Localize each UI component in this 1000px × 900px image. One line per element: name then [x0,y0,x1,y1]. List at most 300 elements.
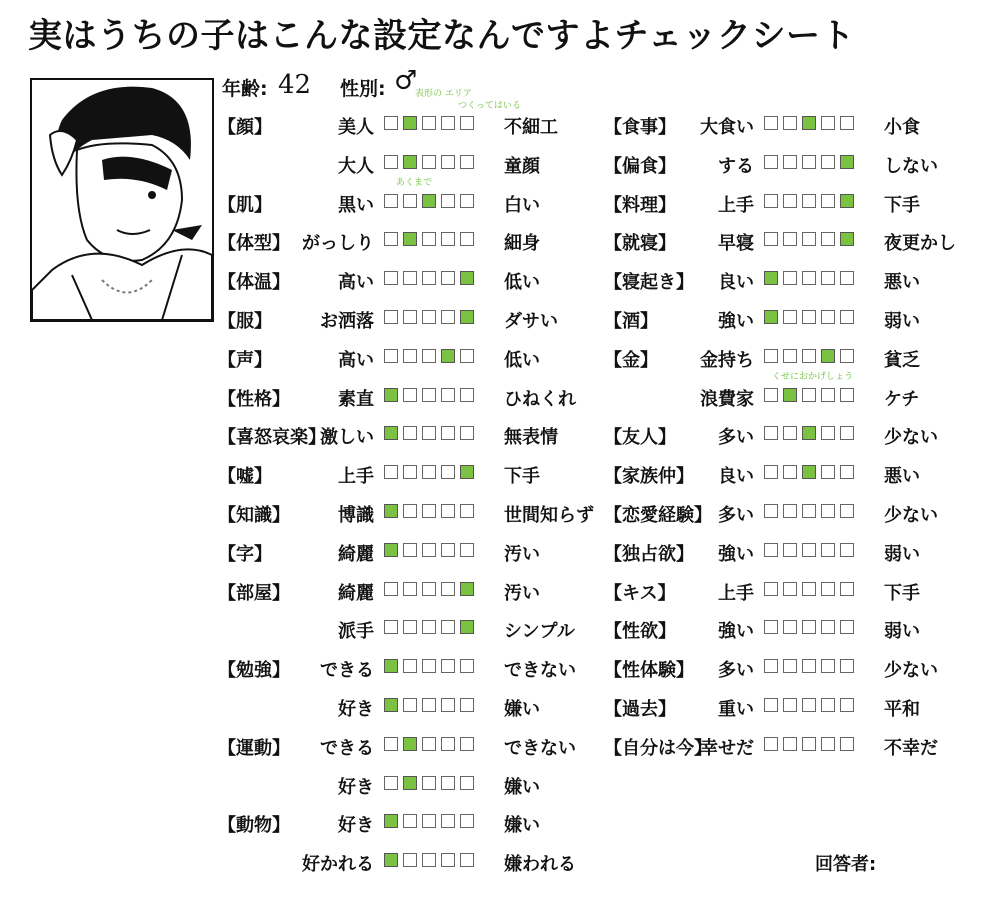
rating-box-checked[interactable] [764,271,778,285]
rating-box[interactable] [460,543,474,557]
rating-box[interactable] [422,388,436,402]
checklist-row [218,459,618,487]
rating-box[interactable] [384,232,398,246]
rating-box[interactable] [384,271,398,285]
rating-box[interactable] [403,814,417,828]
row-right-label: 下手 [884,582,920,604]
rating-box[interactable] [821,543,835,557]
rating-box[interactable] [840,543,854,557]
rating-box[interactable] [783,155,797,169]
rating-box[interactable] [460,504,474,518]
rating-box[interactable] [764,543,778,557]
row-right-label: 夜更かし [884,233,956,255]
row-left-label: する [718,155,754,177]
row-left-label: 黒い [338,194,374,216]
rating-box[interactable] [460,349,474,363]
rating-box[interactable] [403,582,417,596]
rating-box[interactable] [821,659,835,673]
rating-box[interactable] [384,620,398,634]
rating-box[interactable] [441,620,455,634]
rating-box[interactable] [422,620,436,634]
row-right-label: 貧乏 [884,349,920,371]
row-right-label: 弱い [884,543,920,565]
rating-box[interactable] [441,271,455,285]
rating-box[interactable] [460,698,474,712]
row-left-label: 博識 [338,505,374,526]
row-left-label: 綺麗 [338,582,374,604]
rating-box[interactable] [460,194,474,208]
row-left-label: お洒落 [320,311,374,332]
rating-box[interactable] [403,194,417,208]
checklist-row [604,653,1000,681]
rating-box[interactable] [783,543,797,557]
rating-box[interactable] [783,698,797,712]
row-category: 【勉強】 [218,660,290,682]
row-category: 【服】 [218,311,272,332]
rating-box[interactable] [764,155,778,169]
rating-box[interactable] [783,620,797,634]
rating-box-checked[interactable] [802,465,816,479]
rating-box-checked[interactable] [802,116,816,130]
rating-box[interactable] [441,310,455,324]
rating-box[interactable] [422,582,436,596]
rating-box[interactable] [821,271,835,285]
rating-box[interactable] [460,814,474,828]
row-right-label: 世間知らず [504,505,594,526]
rating-box[interactable] [802,155,816,169]
rating-box[interactable] [840,116,854,130]
sheet-title: 実はうちの子はこんな設定なんですよチェックシート [28,16,855,56]
row-category: 【金】 [604,349,658,371]
rating-box-checked[interactable] [460,620,474,634]
rating-box[interactable] [764,426,778,440]
checklist-row [218,614,618,642]
rating-box[interactable] [441,232,455,246]
rating-boxes [384,388,474,402]
rating-box-checked[interactable] [384,543,398,557]
checklist-row [604,343,1000,371]
rating-box[interactable] [384,737,398,751]
checklist-row [604,110,1000,138]
rating-box[interactable] [783,737,797,751]
rating-box[interactable] [821,116,835,130]
row-right-label: 少ない [884,660,938,682]
rating-box-checked[interactable] [821,349,835,363]
row-category: 【過去】 [604,699,676,720]
rating-box[interactable] [441,776,455,790]
rating-box[interactable] [441,698,455,712]
checklist-row [604,420,1000,448]
rating-boxes [384,232,474,246]
rating-box[interactable] [783,232,797,246]
rating-box-checked[interactable] [384,853,398,867]
rating-box[interactable] [802,543,816,557]
rating-box[interactable] [783,582,797,596]
rating-box[interactable] [384,194,398,208]
rating-boxes [384,155,474,169]
note-spender: くせにおかげしょう [772,372,854,382]
rating-box-checked[interactable] [384,698,398,712]
rating-box[interactable] [764,504,778,518]
rating-box[interactable] [802,194,816,208]
rating-box-checked[interactable] [403,155,417,169]
rating-boxes [384,194,474,208]
row-right-label: 汚い [504,543,540,565]
rating-box[interactable] [802,349,816,363]
rating-box[interactable] [441,116,455,130]
rating-box[interactable] [821,426,835,440]
rating-box[interactable] [460,388,474,402]
row-category: 【知識】 [218,505,290,526]
checklist-row [218,498,618,526]
rating-box[interactable] [441,853,455,867]
rating-box[interactable] [460,737,474,751]
row-right-label: できない [504,737,576,759]
rating-box[interactable] [802,232,816,246]
checklist-row [604,188,1000,216]
rating-boxes [384,814,474,828]
rating-box-checked[interactable] [403,737,417,751]
rating-boxes [764,659,854,673]
rating-box[interactable] [422,814,436,828]
rating-box[interactable] [821,194,835,208]
rating-box[interactable] [403,543,417,557]
row-left-label: 美人 [338,117,374,138]
rating-box[interactable] [422,465,436,479]
rating-box[interactable] [840,426,854,440]
row-left-label: 上手 [718,582,754,604]
row-right-label: 少ない [884,427,938,449]
rating-box[interactable] [783,310,797,324]
rating-box[interactable] [422,155,436,169]
rating-box[interactable] [403,310,417,324]
rating-box[interactable] [441,582,455,596]
row-right-label: 嫌い [504,699,540,720]
rating-box[interactable] [840,349,854,363]
rating-box[interactable] [384,582,398,596]
row-left-label: 激しい [320,427,374,449]
rating-box[interactable] [821,582,835,596]
checklist-row [218,226,618,254]
row-right-label: 小食 [884,117,920,138]
rating-box[interactable] [403,349,417,363]
rating-boxes [384,698,474,712]
rating-box[interactable] [821,620,835,634]
rating-box[interactable] [422,349,436,363]
checklist-row [604,304,1000,332]
row-left-label: 好かれる [302,854,374,876]
rating-box[interactable] [802,310,816,324]
rating-box[interactable] [840,659,854,673]
rating-box-checked[interactable] [384,388,398,402]
rating-box[interactable] [764,659,778,673]
rating-box[interactable] [384,155,398,169]
rating-box[interactable] [764,388,778,402]
rating-box[interactable] [403,620,417,634]
rating-box[interactable] [802,388,816,402]
rating-box[interactable] [422,232,436,246]
rating-box-checked[interactable] [783,388,797,402]
rating-box[interactable] [441,543,455,557]
rating-box[interactable] [783,426,797,440]
row-right-label: 平和 [884,699,920,720]
rating-box[interactable] [840,620,854,634]
row-left-label: 綺麗 [338,543,374,565]
rating-box[interactable] [821,155,835,169]
rating-box[interactable] [802,271,816,285]
row-left-label: 早寝 [718,233,754,255]
row-right-label: 不幸だ [884,737,938,759]
rating-box[interactable] [802,659,816,673]
row-right-label: 無表情 [504,427,558,449]
row-left-label: 多い [718,427,754,449]
rating-box[interactable] [783,194,797,208]
rating-box-checked[interactable] [422,194,436,208]
rating-box[interactable] [460,155,474,169]
row-category: 【家族仲】 [604,466,694,488]
row-right-label: 童顔 [504,155,540,177]
row-right-label: 汚い [504,582,540,604]
rating-boxes [764,426,854,440]
row-category: 【字】 [218,543,272,565]
checklist-row [604,576,1000,604]
rating-box[interactable] [403,388,417,402]
rating-box[interactable] [422,426,436,440]
rating-boxes [764,737,854,751]
rating-box[interactable] [821,232,835,246]
checklist-row [218,149,618,177]
row-category: 【声】 [218,349,272,371]
rating-box[interactable] [764,582,778,596]
rating-box[interactable] [460,426,474,440]
rating-box-checked[interactable] [840,194,854,208]
rating-box-checked[interactable] [460,582,474,596]
rating-boxes [384,349,474,363]
rating-box-checked[interactable] [840,232,854,246]
rating-box[interactable] [783,271,797,285]
rating-box[interactable] [422,737,436,751]
rating-box[interactable] [422,776,436,790]
rating-box-checked[interactable] [441,349,455,363]
rating-box[interactable] [821,504,835,518]
rating-box[interactable] [840,388,854,402]
row-left-label: 重い [718,699,754,720]
rating-box[interactable] [764,194,778,208]
rating-boxes [384,620,474,634]
rating-box[interactable] [821,737,835,751]
checklist-row [218,304,618,332]
row-left-label: 良い [718,466,754,488]
row-right-label: ケチ [884,388,920,410]
rating-boxes [384,543,474,557]
rating-boxes [764,620,854,634]
rating-box[interactable] [802,620,816,634]
row-left-label: 多い [718,660,754,682]
rating-box[interactable] [441,504,455,518]
row-right-label: しない [884,155,938,177]
rating-box[interactable] [403,853,417,867]
rating-box[interactable] [460,659,474,673]
rating-box[interactable] [802,504,816,518]
rating-box[interactable] [783,116,797,130]
rating-box[interactable] [764,349,778,363]
row-right-label: 嫌い [504,776,540,798]
rating-box-checked[interactable] [403,232,417,246]
rating-box[interactable] [422,853,436,867]
checklist-row [604,692,1000,720]
row-category: 【性格】 [218,388,290,410]
gender-label: 性別: [340,78,386,100]
rating-box[interactable] [441,426,455,440]
rating-box[interactable] [403,465,417,479]
rating-boxes [384,737,474,751]
row-left-label: 多い [718,505,754,526]
rating-box[interactable] [384,349,398,363]
rating-box[interactable] [422,271,436,285]
rating-box[interactable] [441,737,455,751]
row-left-label: できる [320,660,374,682]
row-category: 【キス】 [604,582,676,604]
rating-box-checked[interactable] [384,426,398,440]
rating-box[interactable] [422,504,436,518]
note-hair-line2: つくってはいる [458,101,521,111]
rating-box-checked[interactable] [764,310,778,324]
rating-box[interactable] [403,271,417,285]
row-right-label: 白い [504,194,540,216]
rating-box-checked[interactable] [802,426,816,440]
checklist-row [218,382,618,410]
rating-box[interactable] [783,659,797,673]
row-left-label: がっしり [302,233,374,255]
row-category: 【性欲】 [604,621,676,643]
rating-box[interactable] [422,543,436,557]
rating-boxes [764,504,854,518]
rating-boxes [384,776,474,790]
checklist-row [218,770,618,798]
rating-box[interactable] [840,465,854,479]
checklist-row [218,808,618,836]
rating-box[interactable] [384,310,398,324]
row-right-label: シンプル [504,621,575,643]
rating-box[interactable] [821,698,835,712]
rating-box-checked[interactable] [403,116,417,130]
row-right-label: 嫌われる [504,854,576,876]
row-left-label: 上手 [338,466,374,488]
rating-box[interactable] [460,776,474,790]
rating-box-checked[interactable] [384,504,398,518]
rating-box[interactable] [460,116,474,130]
rating-box[interactable] [460,232,474,246]
rating-box[interactable] [384,116,398,130]
rating-box[interactable] [821,310,835,324]
rating-box[interactable] [403,426,417,440]
rating-box-checked[interactable] [384,659,398,673]
rating-box[interactable] [441,465,455,479]
rating-box[interactable] [840,504,854,518]
rating-box[interactable] [840,310,854,324]
rating-boxes [764,271,854,285]
rating-box[interactable] [460,853,474,867]
checklist-row [604,382,1000,410]
rating-box-checked[interactable] [460,465,474,479]
rating-box[interactable] [821,465,835,479]
answerer-label: 回答者: [815,854,877,875]
rating-box[interactable] [840,582,854,596]
row-left-label: 浪費家 [700,388,754,410]
rating-box[interactable] [840,271,854,285]
row-category: 【酒】 [604,311,658,332]
rating-box[interactable] [403,504,417,518]
rating-boxes [764,582,854,596]
row-category: 【部屋】 [218,582,290,604]
rating-box[interactable] [441,659,455,673]
row-left-label: 高い [338,272,374,294]
rating-box[interactable] [422,659,436,673]
row-left-label: 派手 [338,621,374,643]
rating-box[interactable] [441,155,455,169]
row-right-label: 嫌い [504,815,540,837]
checklist-row [604,149,1000,177]
rating-box[interactable] [384,776,398,790]
row-category: 【顔】 [218,117,272,138]
rating-box[interactable] [764,465,778,479]
row-left-label: 強い [718,621,754,643]
checklist-row [604,614,1000,642]
rating-box[interactable] [764,620,778,634]
rating-box[interactable] [422,310,436,324]
rating-box[interactable] [821,388,835,402]
row-category: 【寝起き】 [604,272,694,294]
rating-box[interactable] [422,698,436,712]
rating-box[interactable] [764,698,778,712]
rating-box[interactable] [441,194,455,208]
row-category: 【動物】 [218,815,290,837]
rating-box-checked[interactable] [384,814,398,828]
rating-boxes [384,853,474,867]
rating-box-checked[interactable] [840,155,854,169]
rating-box[interactable] [802,582,816,596]
rating-box[interactable] [783,465,797,479]
row-left-label: 高い [338,349,374,371]
row-right-label: 下手 [884,194,920,216]
rating-box[interactable] [783,349,797,363]
rating-box[interactable] [783,504,797,518]
rating-box[interactable] [441,814,455,828]
rating-box[interactable] [764,737,778,751]
rating-box[interactable] [840,737,854,751]
row-category: 【恋愛経験】 [604,505,712,526]
rating-box[interactable] [764,116,778,130]
rating-box-checked[interactable] [403,776,417,790]
rating-box[interactable] [403,659,417,673]
rating-box[interactable] [441,388,455,402]
row-left-label: 金持ち [700,349,754,371]
rating-box-checked[interactable] [460,271,474,285]
rating-box[interactable] [403,698,417,712]
rating-boxes [384,116,474,130]
rating-box[interactable] [422,116,436,130]
rating-box[interactable] [802,737,816,751]
row-right-label: 弱い [884,621,920,643]
row-right-label: 悪い [884,272,920,294]
rating-box[interactable] [840,698,854,712]
rating-box[interactable] [764,232,778,246]
rating-box[interactable] [384,465,398,479]
rating-box[interactable] [802,698,816,712]
row-left-label: 強い [718,311,754,332]
row-category: 【独占欲】 [604,543,694,565]
rating-box-checked[interactable] [460,310,474,324]
